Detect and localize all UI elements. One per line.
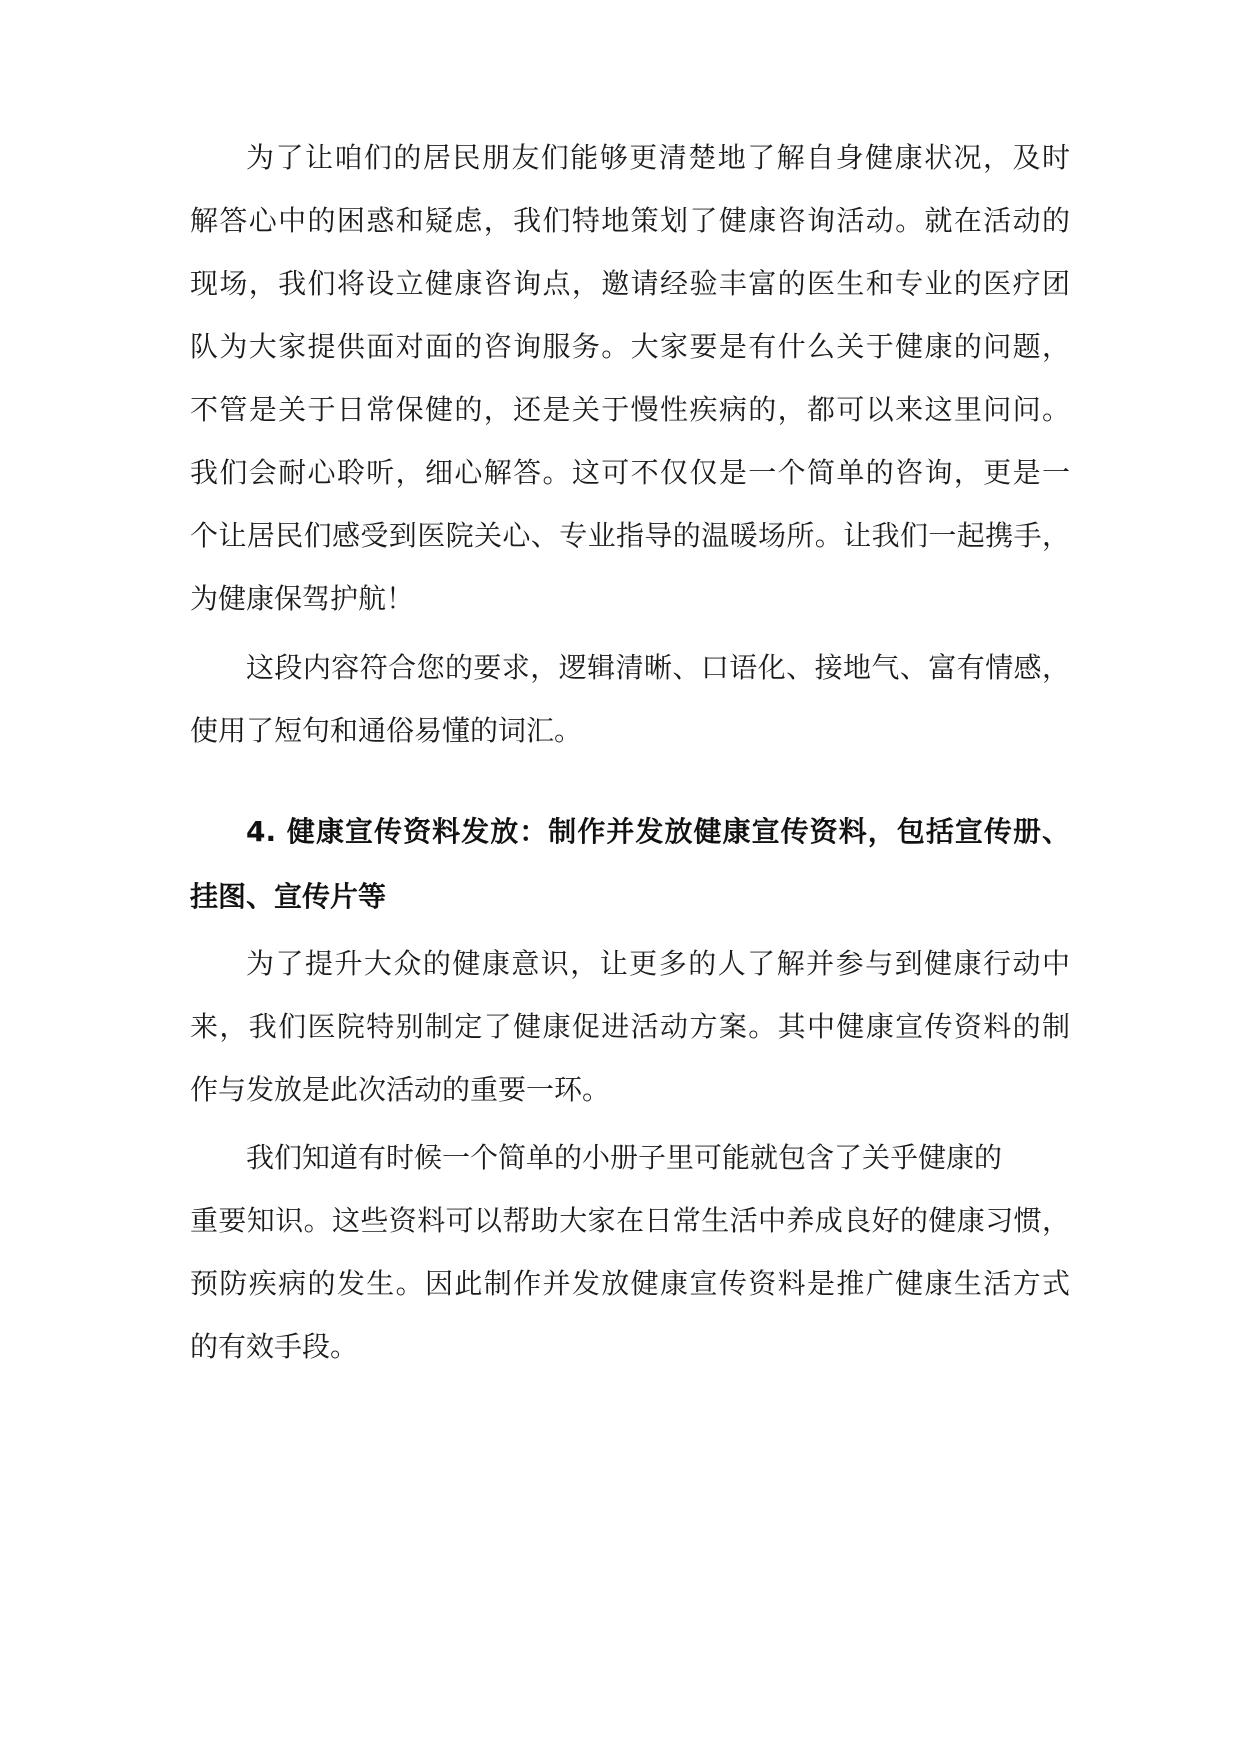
text-line: 我们知道有时候一个简单的小册子里可能就包含了关乎健康的 — [246, 1141, 1003, 1174]
text-line: 来，我们医院特别制定了健康促进活动方案。其中健康宣传资料的制 — [190, 1010, 1070, 1043]
text-line: 队为大家提供面对面的咨询服务。大家要是有什么关于健康的问题， — [190, 330, 1070, 363]
text-line: 重要知识。这些资料可以帮助大家在日常生活中养成良好的健康习惯， — [190, 1204, 1070, 1237]
text-line: 为了让咱们的居民朋友们能够更清楚地了解自身健康状况，及时 — [246, 141, 1070, 174]
text-line: 解答心中的困惑和疑虑，我们特地策划了健康咨询活动。就在活动的 — [190, 204, 1070, 237]
text-line: 的有效手段。 — [190, 1330, 359, 1363]
text-line: 个让居民们感受到医院关心、专业指导的温暖场所。让我们一起携手， — [190, 519, 1070, 552]
text-line: 我们会耐心聆听，细心解答。这可不仅仅是一个简单的咨询，更是一 — [190, 456, 1070, 489]
text-line: 这段内容符合您的要求，逻辑清晰、口语化、接地气、富有情感， — [246, 651, 1070, 684]
text-line: 现场，我们将设立健康咨询点，邀请经验丰富的医生和专业的医疗团 — [190, 267, 1070, 300]
text-line: 不管是关于日常保健的，还是关于慢性疾病的，都可以来这里问问。 — [190, 393, 1070, 426]
heading-line: 4. 健康宣传资料发放：制作并发放健康宣传资料，包括宣传册、 — [246, 815, 1070, 848]
text-line: 预防疾病的发生。因此制作并发放健康宣传资料是推广健康生活方式 — [190, 1267, 1070, 1300]
text-line: 为了提升大众的健康意识，让更多的人了解并参与到健康行动中 — [246, 947, 1070, 980]
text-line: 为健康保驾护航！ — [190, 582, 415, 615]
heading-line: 挂图、宣传片等 — [190, 880, 387, 913]
text-line: 使用了短句和通俗易懂的词汇。 — [190, 714, 583, 747]
text-line: 作与发放是此次活动的重要一环。 — [190, 1073, 611, 1106]
